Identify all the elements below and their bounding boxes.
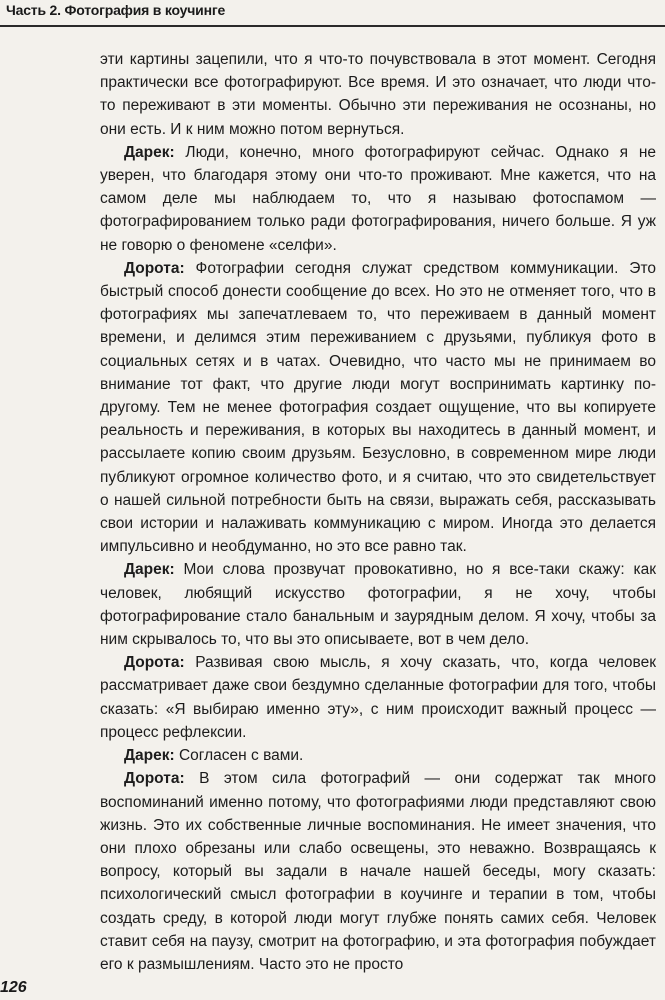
paragraph-text: Фотографии сегодня служат средством коммуникации. Это быстрый способ донести сообщение до всех. Но это не отменяет того, что в фотографиях мы запечатлеваем то, что переживаем в данный момент времени, и делимся этим переживанием с друзьями, публикуя фото в социальных сетях и в чатах. Очевидно, что часто мы не принимаем во внимание тот факт, что другие люди могут воспринимать картинку по-другому. Тем не менее фотография создает ощущение, что вы копируете реальность и переживания, в которых вы находитесь в данный момент, и рассылаете копию своим друзьям. Безусловно, в современном мире люди публикуют огромное количество фото, и я считаю, что это свидетельствует о нашей сильной потребности быть на связи, выражать себя, рассказывать свои истории и налаживать коммуникацию с миром. Иногда это делается импульсивно и необдуманно, но это все равно так. xyxy=(100,259,656,556)
speaker-label: Дорота: xyxy=(124,770,185,788)
paragraph-dorota xyxy=(100,767,656,976)
paragraph-text: Мои слова прозвучат провокативно, но я все-таки скажу: как человек, любящий искусство фотографии, я не хочу, чтобы фотографирование стало банальным и заурядным делом. Я хочу, чтобы за ним скрывалось то, что вы это описываете, вот в чем дело. xyxy=(100,561,656,649)
speaker-label: Дарек: xyxy=(124,143,175,161)
header-rule xyxy=(0,25,665,27)
paragraph-text: эти картины зацепили, что я что-то почувствовала в этот момент. Сегодня практически все фотографируют. Все время. И это означает, что люди что-то переживают в эти моменты. Обычно эти переживания не осознаны, но они есть. И к ним можно потом вернуться. xyxy=(100,51,656,138)
paragraph-darek xyxy=(100,141,656,257)
paragraph-text: Согласен с вами. xyxy=(174,747,304,765)
paragraph-text: Развивая свою мысль, я хочу сказать, что, когда человек рассматривает даже свои бездумно сделанные фотографии для того, чтобы сказать: «Я выбираю именно эту», с ним происходит важный процесс — процесс рефлексии. xyxy=(100,654,656,741)
speaker-label: Дарек: xyxy=(124,561,175,579)
paragraph-dorota xyxy=(100,651,656,744)
paragraph-continuation xyxy=(100,48,656,141)
paragraph-darek xyxy=(100,558,656,651)
paragraph-text: В этом сила фотографий — они содержат так много воспоминаний именно потому, что фотографиями люди представляют свою жизнь. Это их собственные личные воспоминания. Не имеет значения, что они плохо обрезаны или слабо освещены, это неважно. Возвращаясь к вопросу, который вы задали в начале нашей беседы, могу сказать: психологический смысл фотографии в коучинге и терапии в том, чтобы создать среду, в которой люди могут глубже понять самих себя. Человек ставит себя на паузу, смотрит на фотографию, и эта фотография побуждает его к размышлениям. Часто это не просто xyxy=(100,770,656,973)
running-head: Часть 2. Фотография в коучинге xyxy=(6,2,226,18)
speaker-label: Дорота: xyxy=(124,259,185,277)
speaker-label: Дарек: xyxy=(124,747,175,765)
page-number: 126 xyxy=(0,979,27,996)
speaker-label: Дорота: xyxy=(124,654,185,672)
paragraph-darek xyxy=(100,744,656,767)
paragraph-dorota xyxy=(100,257,656,559)
body-text xyxy=(100,48,656,976)
paragraph-text: Люди, конечно, много фотографируют сейчас. Однако я не уверен, что благодаря этому они что-то проживают. Мне кажется, что на самом деле мы наблюдаем то, что я называю фотоспамом — фотографированием только ради фотографирования, ничего больше. Я уж не говорю о феномене «селфи». xyxy=(100,143,656,254)
